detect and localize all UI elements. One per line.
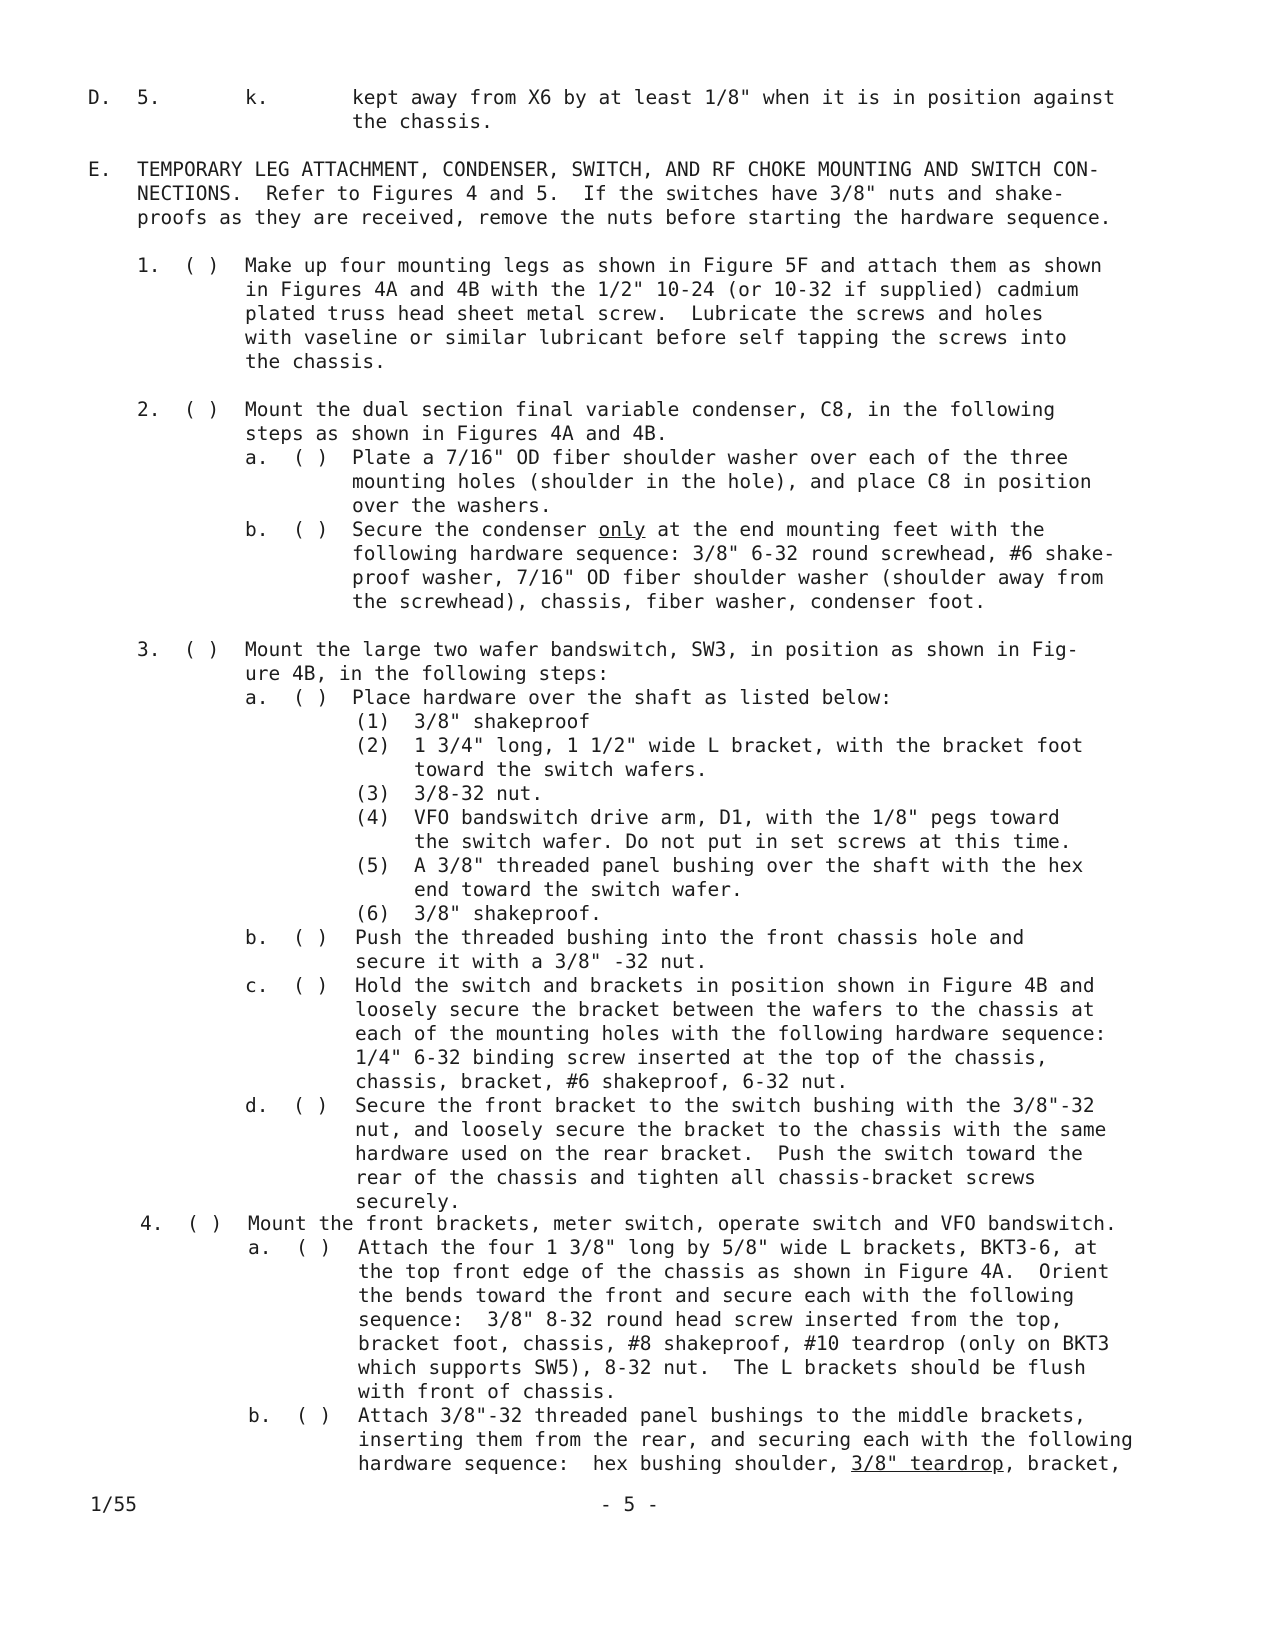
text-line: in Figures 4A and 4B with the 1/2" 10-24 (or 10-32 if supplied) cadmium	[245, 278, 1079, 301]
check-box[interactable]: ( )	[296, 1404, 332, 1427]
text-line: 1/4" 6-32 binding screw inserted at the top of the chassis,	[355, 1046, 1048, 1069]
list-item-number: (4)	[355, 806, 391, 829]
text-span: Secure the condenser	[352, 518, 599, 541]
text-span: at the end mounting feet with the	[645, 518, 1045, 541]
list-item: VFO bandswitch drive arm, D1, with the 1/8" pegs toward	[414, 806, 1060, 829]
text-line: over the washers.	[352, 494, 552, 517]
text-line: loosely secure the bracket between the wafers to the chassis at	[355, 998, 1095, 1021]
footer-date: 1/55	[90, 1493, 137, 1516]
text-line: inserting them from the rear, and securing each with the following	[358, 1428, 1133, 1451]
text-line: the screwhead), chassis, fiber washer, condenser foot.	[352, 590, 986, 613]
text-line: nut, and loosely secure the bracket to the chassis with the same	[355, 1118, 1107, 1141]
list-item-number: (1)	[355, 710, 391, 733]
text-line: steps as shown in Figures 4A and 4B.	[245, 422, 668, 445]
substep-label: a.	[248, 1236, 272, 1259]
text-line: Mount the dual section final variable condenser, C8, in the following	[245, 398, 1056, 421]
section-heading: NECTIONS. Refer to Figures 4 and 5. If the switches have 3/8" nuts and shake-	[137, 182, 1065, 205]
list-item-number: (2)	[355, 734, 391, 757]
substep-label: c.	[245, 974, 269, 997]
text-line: following hardware sequence: 3/8" 6-32 round screwhead, #6 shake-	[352, 542, 1116, 565]
text-line: chassis, bracket, #6 shakeproof, 6-32 nut.	[355, 1070, 849, 1093]
list-item: A 3/8" threaded panel bushing over the shaft with the hex	[414, 854, 1084, 877]
text-line: the bends toward the front and secure each with the following	[358, 1284, 1075, 1307]
text-line: sequence: 3/8" 8-32 round head screw inserted from the top,	[358, 1308, 1063, 1331]
text-line: ure 4B, in the following steps:	[245, 662, 609, 685]
text-line: Place hardware over the shaft as listed below:	[352, 686, 893, 709]
substep-label: b.	[248, 1404, 272, 1427]
check-box[interactable]: ( )	[293, 974, 329, 997]
text-line: each of the mounting holes with the following hardware sequence:	[355, 1022, 1107, 1045]
check-box[interactable]: ( )	[184, 398, 220, 421]
check-box[interactable]: ( )	[296, 1236, 332, 1259]
substep-label: a.	[245, 686, 269, 709]
section-text: proofs as they are received, remove the nuts before starting the hardware sequence.	[137, 206, 1112, 229]
text-line: Push the threaded bushing into the front chassis hole and	[355, 926, 1025, 949]
text-line: Mount the front brackets, meter switch, operate switch and VFO bandswitch.	[248, 1212, 1117, 1235]
substep-label: d.	[245, 1094, 269, 1117]
section-heading: TEMPORARY LEG ATTACHMENT, CONDENSER, SWITCH, AND RF CHOKE MOUNTING AND SWITCH CON-	[137, 158, 1100, 181]
text-line: Hold the switch and brackets in position shown in Figure 4B and	[355, 974, 1095, 997]
step-number: 4.	[140, 1212, 164, 1235]
step-number: 2.	[137, 398, 161, 421]
text-line: which supports SW5), 8-32 nut. The L brackets should be flush	[358, 1356, 1086, 1379]
list-item: 1 3/4" long, 1 1/2" wide L bracket, with the bracket foot	[414, 734, 1084, 757]
list-item: 3/8" shakeproof.	[414, 902, 602, 925]
text-line: Attach 3/8"-32 threaded panel bushings to the middle brackets,	[358, 1404, 1086, 1427]
check-box[interactable]: ( )	[293, 686, 329, 709]
text-line: bracket foot, chassis, #8 shakeproof, #10 teardrop (only on BKT3	[358, 1332, 1110, 1355]
check-box[interactable]: ( )	[293, 926, 329, 949]
text-line: hardware used on the rear bracket. Push the switch toward the	[355, 1142, 1083, 1165]
text-line	[358, 1452, 1121, 1476]
text-line: Mount the large two wafer bandswitch, SW3, in position as shown in Fig-	[245, 638, 1079, 661]
text-line: kept away from X6 by at least 1/8" when it is in position against	[352, 86, 1116, 109]
text-line: secure it with a 3/8" -32 nut.	[355, 950, 708, 973]
substep-label: a.	[245, 446, 269, 469]
text-line: Make up four mounting legs as shown in Figure 5F and attach them as shown	[245, 254, 1103, 277]
list-item-number: (5)	[355, 854, 391, 877]
text-line: proof washer, 7/16" OD fiber shoulder washer (shoulder away from	[352, 566, 1104, 589]
list-item: 3/8-32 nut.	[414, 782, 544, 805]
text-line: Secure the front bracket to the switch bushing with the 3/8"-32	[355, 1094, 1095, 1117]
emphasis-only: only	[598, 518, 646, 541]
list-item-number: (6)	[355, 902, 391, 925]
emphasis-teardrop: 3/8" teardrop	[851, 1452, 1004, 1475]
section-label-e: E.	[88, 158, 112, 181]
page-number: - 5 -	[600, 1493, 659, 1516]
text-line: with vaseline or similar lubricant before self tapping the screws into	[245, 326, 1067, 349]
text-span: hardware sequence: hex bushing shoulder,	[358, 1452, 852, 1475]
text-line: with front of chassis.	[358, 1380, 617, 1403]
text-line: plated truss head sheet metal screw. Lubricate the screws and holes	[245, 302, 1044, 325]
list-item: the switch wafer. Do not put in set screws at this time.	[414, 830, 1072, 853]
text-line: rear of the chassis and tighten all chassis-bracket screws	[355, 1166, 1036, 1189]
section-label-d: D.	[88, 86, 112, 109]
check-box[interactable]: ( )	[187, 1212, 223, 1235]
list-item: toward the switch wafers.	[414, 758, 708, 781]
list-item-number: (3)	[355, 782, 391, 805]
substep-label: b.	[245, 518, 269, 541]
check-box[interactable]: ( )	[184, 254, 220, 277]
text-line: mounting holes (shoulder in the hole), and place C8 in position	[352, 470, 1092, 493]
text-line: Plate a 7/16" OD fiber shoulder washer over each of the three	[352, 446, 1069, 469]
check-box[interactable]: ( )	[293, 446, 329, 469]
step-number: 5.	[137, 86, 161, 109]
list-item: end toward the switch wafer.	[414, 878, 743, 901]
text-span: , bracket,	[1003, 1452, 1122, 1475]
step-number: 3.	[137, 638, 161, 661]
substep-label: b.	[245, 926, 269, 949]
text-line: securely.	[355, 1190, 461, 1213]
text-line	[352, 518, 1045, 542]
substep-label: k.	[245, 86, 269, 109]
check-box[interactable]: ( )	[184, 638, 220, 661]
text-line: the chassis.	[245, 350, 386, 373]
text-line: the chassis.	[352, 110, 493, 133]
check-box[interactable]: ( )	[293, 518, 329, 541]
step-number: 1.	[137, 254, 161, 277]
text-line: the top front edge of the chassis as shown in Figure 4A. Orient	[358, 1260, 1110, 1283]
list-item: 3/8" shakeproof	[414, 710, 591, 733]
text-line: Attach the four 1 3/8" long by 5/8" wide L brackets, BKT3-6, at	[358, 1236, 1098, 1259]
check-box[interactable]: ( )	[293, 1094, 329, 1117]
